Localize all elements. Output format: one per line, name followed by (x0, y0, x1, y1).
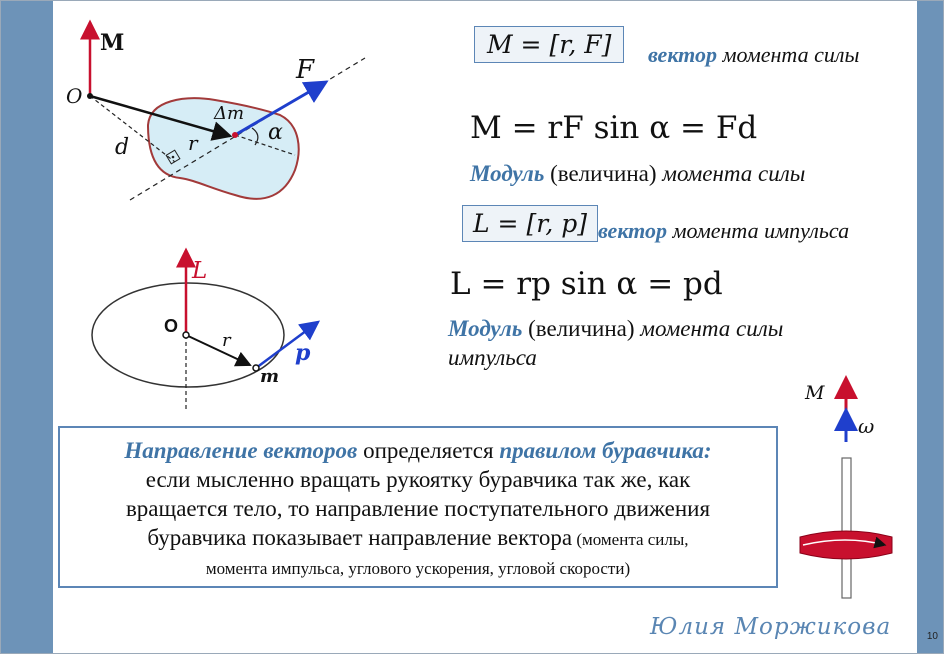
torque-modulus-text: (величина) (544, 161, 663, 186)
momentum-modulus-emph: Модуль (448, 316, 523, 341)
rule-text-1: определяется (357, 438, 500, 463)
slide-number: 10 (926, 631, 938, 642)
rule-line-4-small: (момента силы, (572, 530, 689, 549)
rotation-ring (800, 531, 892, 559)
momentum-vector-caption (598, 218, 849, 244)
momentum-modulus-tail2: импульса (448, 345, 537, 370)
label-origin-o: O (66, 84, 83, 108)
rule-line-4-main: буравчика показывает направление вектора (147, 525, 573, 550)
rule-line-2: если мысленно вращать рукоятку буравчика так же, как (145, 467, 691, 492)
rotation-shaft (842, 458, 851, 598)
gimlet-rule-box (58, 426, 778, 588)
orbit-radius-vector (186, 335, 250, 365)
label-origin-o2: O (164, 316, 179, 336)
momentum-vector-caption-emph: вектор (598, 218, 668, 243)
torque-modulus-line (470, 161, 805, 187)
rule-line-3: вращается тело, то направление поступательного движения (125, 496, 711, 521)
rule-line-5: момента импульса, углового ускорения, угловой скорости) (205, 559, 631, 578)
rule-emph-2: правилом буравчика: (499, 438, 712, 463)
torque-vector-formula: M = [r, F] (474, 26, 624, 63)
momentum-modulus-text: (величина) (522, 316, 641, 341)
momentum-scalar-formula: L = rp sin α = pd (450, 266, 723, 302)
rule-emph-1: Направление векторов (124, 438, 358, 463)
torque-modulus-tail: момента силы (662, 161, 806, 186)
gimlet-diagram (800, 378, 892, 598)
orbit-mass-point (253, 365, 259, 371)
label-d: d (115, 135, 130, 160)
momentum-modulus-tail1: момента силы (640, 316, 784, 341)
label-m-axis: M (805, 382, 825, 404)
label-torque-m: M (100, 30, 125, 56)
label-r-torque: r (188, 131, 198, 155)
torque-vector-caption-emph: вектор (648, 42, 718, 67)
label-omega: ω (858, 414, 875, 438)
momentum-modulus-line (448, 314, 900, 372)
label-force-f: F (296, 55, 315, 85)
label-p: p (295, 340, 311, 366)
origin-point (87, 93, 93, 99)
label-delta-m: Δm (214, 103, 245, 124)
torque-scalar-formula: M = rF sin α = Fd (470, 110, 758, 146)
momentum-vector-caption-text: момента импульса (667, 218, 850, 243)
mass-point (232, 132, 238, 138)
torque-vector-caption-text: момента силы (717, 42, 860, 67)
torque-modulus-emph: Модуль (470, 161, 545, 186)
torque-vector-caption (648, 42, 859, 68)
label-angular-l: L (192, 258, 208, 284)
rule-line-1 (60, 436, 776, 465)
author-signature: Юлия Моржикова (650, 614, 892, 640)
label-r-orbit: r (222, 330, 231, 351)
momentum-vector-formula: L = [r, p] (462, 205, 598, 242)
label-m-mass: m (260, 366, 280, 387)
rule-line-4 (60, 523, 776, 554)
label-alpha: α (268, 120, 283, 145)
